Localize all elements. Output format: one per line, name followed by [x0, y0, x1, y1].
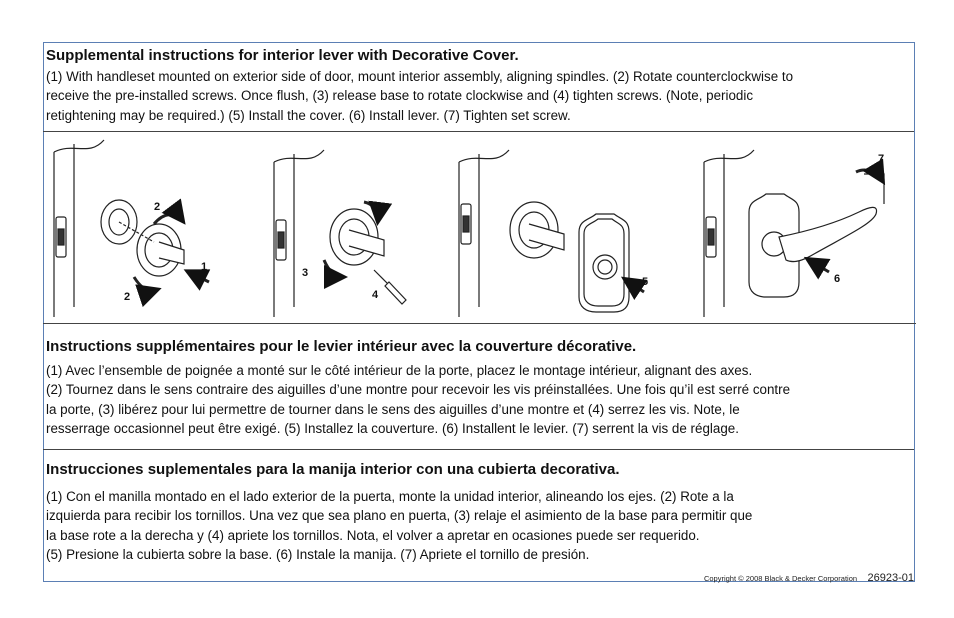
part-number: 26923-01: [867, 572, 914, 584]
copyright-notice: Copyright © 2008 Black & Decker Corporation: [703, 574, 858, 583]
english-line: receive the pre-installed screws. Once flush, (3) release base to rotate clockwise and (4) tighten screws. (Note, periodic: [46, 88, 754, 104]
step-label: 3: [302, 267, 309, 279]
french-line: la porte, (3) libérez pour lui permettre de tourner dans le sens des aiguilles d’une montre et (4) serrez les vis. Note, le: [46, 401, 740, 417]
step-label: 4: [372, 289, 379, 301]
footer: [704, 568, 914, 586]
step-label: 6: [834, 273, 841, 285]
spanish-line: (5) Presione la cubierta sobre la base. (6) Instale la manija. (7) Apriete el tornillo de presión.: [46, 546, 590, 562]
step-label: 2: [154, 201, 161, 213]
lock-base-icon: [330, 209, 384, 265]
push-arrow-icon: [809, 260, 829, 272]
english-paragraph: [46, 67, 793, 125]
rotate-arrow-icon: [324, 260, 342, 277]
step-label: 2: [124, 291, 131, 303]
door-edge-icon: [274, 150, 324, 317]
english-line: retightening may be required.) (5) Install the cover. (6) Install lever. (7) Tighten set screw.: [46, 107, 571, 123]
english-line: (1) With handleset mounted on exterior side of door, mount interior assembly, aligning spindles. (2) Rotate counterclockwise to: [46, 69, 794, 84]
lock-base-icon: [510, 202, 564, 258]
push-arrow-icon: [189, 272, 209, 282]
rotate-arrow-icon: [856, 170, 882, 180]
door-edge-icon: [54, 140, 104, 317]
door-edge-icon: [704, 150, 754, 317]
french-line: (1) Avec l’ensemble de poignée a monté sur le côté intérieur de la porte, placez le montage intérieur, alignant des axes.: [46, 363, 753, 378]
step-label: 5: [642, 276, 649, 288]
step-label: 1: [201, 261, 208, 273]
step-label: 3: [376, 201, 383, 213]
installation-illustrations: [44, 132, 914, 322]
spanish-line: izquierda para recibir los tornillos. Una vez que sea plano en puerta, (3) relaje el asimiento de la base para permitir que: [46, 508, 753, 524]
french-heading: Instructions supplémentaires pour le levier intérieur avec la couverture décorative.: [46, 338, 637, 355]
french-line: (2) Tournez dans le sens contraire des aiguilles d’une montre pour recevoir les vis préinstallées. Une fois qu’il est serré contre: [46, 382, 791, 398]
spanish-paragraph: [46, 487, 752, 564]
step-label: 7: [878, 153, 885, 165]
spanish-heading: Instrucciones suplementales para la manija interior con una cubierta decorativa.: [46, 461, 620, 478]
lock-base-icon: [101, 200, 184, 276]
rotate-arrow-icon: [134, 277, 156, 291]
door-edge-icon: [459, 150, 509, 317]
english-heading: Supplemental instructions for interior lever with Decorative Cover.: [46, 47, 519, 64]
screwdriver-icon: [374, 270, 406, 304]
decorative-cover-icon: [579, 214, 629, 312]
spanish-line: (1) Con el manilla montado en el lado exterior de la puerta, monte la unidad interior, alineando los ejes. (2) Rote a la: [46, 489, 734, 504]
french-paragraph: [46, 361, 790, 438]
rotate-arrow-icon: [154, 214, 182, 224]
french-line: resserrage occasionnel peut être exigé. (5) Installez la couverture. (6) Installent le levier. (7) serrent la vis de réglage.: [46, 420, 739, 436]
spanish-line: la base rote a la derecha y (4) apriete los tornillos. Nota, el volver a apretar en ocasiones puede ser requerido.: [46, 527, 700, 543]
divider-lower: [43, 449, 914, 450]
divider-middle: [43, 323, 916, 324]
